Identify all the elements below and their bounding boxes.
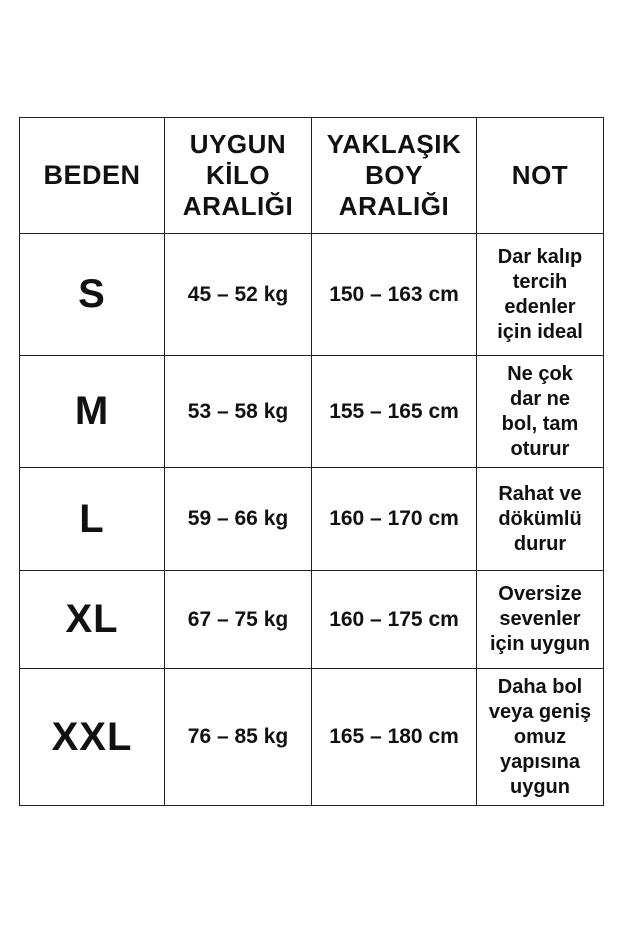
fit-note: Oversize sevenler için uygun [477,571,604,669]
header-note: NOT [477,118,604,234]
height-range: 150 – 163 cm [312,234,477,356]
size-chart-table [19,117,604,806]
height-range: 160 – 175 cm [312,571,477,669]
height-range: 165 – 180 cm [312,669,477,806]
fit-note: Ne çok dar ne bol, tam oturur [477,356,604,468]
table-row [20,571,604,669]
fit-note: Dar kalıp tercih edenler için ideal [477,234,604,356]
size-label: XXL [20,669,165,806]
size-label: M [20,356,165,468]
weight-range: 45 – 52 kg [165,234,312,356]
table-row [20,669,604,806]
height-range: 160 – 170 cm [312,468,477,571]
header-row [20,118,604,234]
table-row [20,234,604,356]
size-label: XL [20,571,165,669]
table-row [20,468,604,571]
fit-note: Daha bol veya geniş omuz yapısına uygun [477,669,604,806]
size-label: S [20,234,165,356]
weight-range: 76 – 85 kg [165,669,312,806]
weight-range: 67 – 75 kg [165,571,312,669]
fit-note: Rahat ve dökümlü durur [477,468,604,571]
header-size: BEDEN [20,118,165,234]
weight-range: 59 – 66 kg [165,468,312,571]
header-height-range: YAKLAŞIK BOY ARALIĞI [312,118,477,234]
table-row [20,356,604,468]
height-range: 155 – 165 cm [312,356,477,468]
header-weight-range: UYGUN KİLO ARALIĞI [165,118,312,234]
size-label: L [20,468,165,571]
weight-range: 53 – 58 kg [165,356,312,468]
